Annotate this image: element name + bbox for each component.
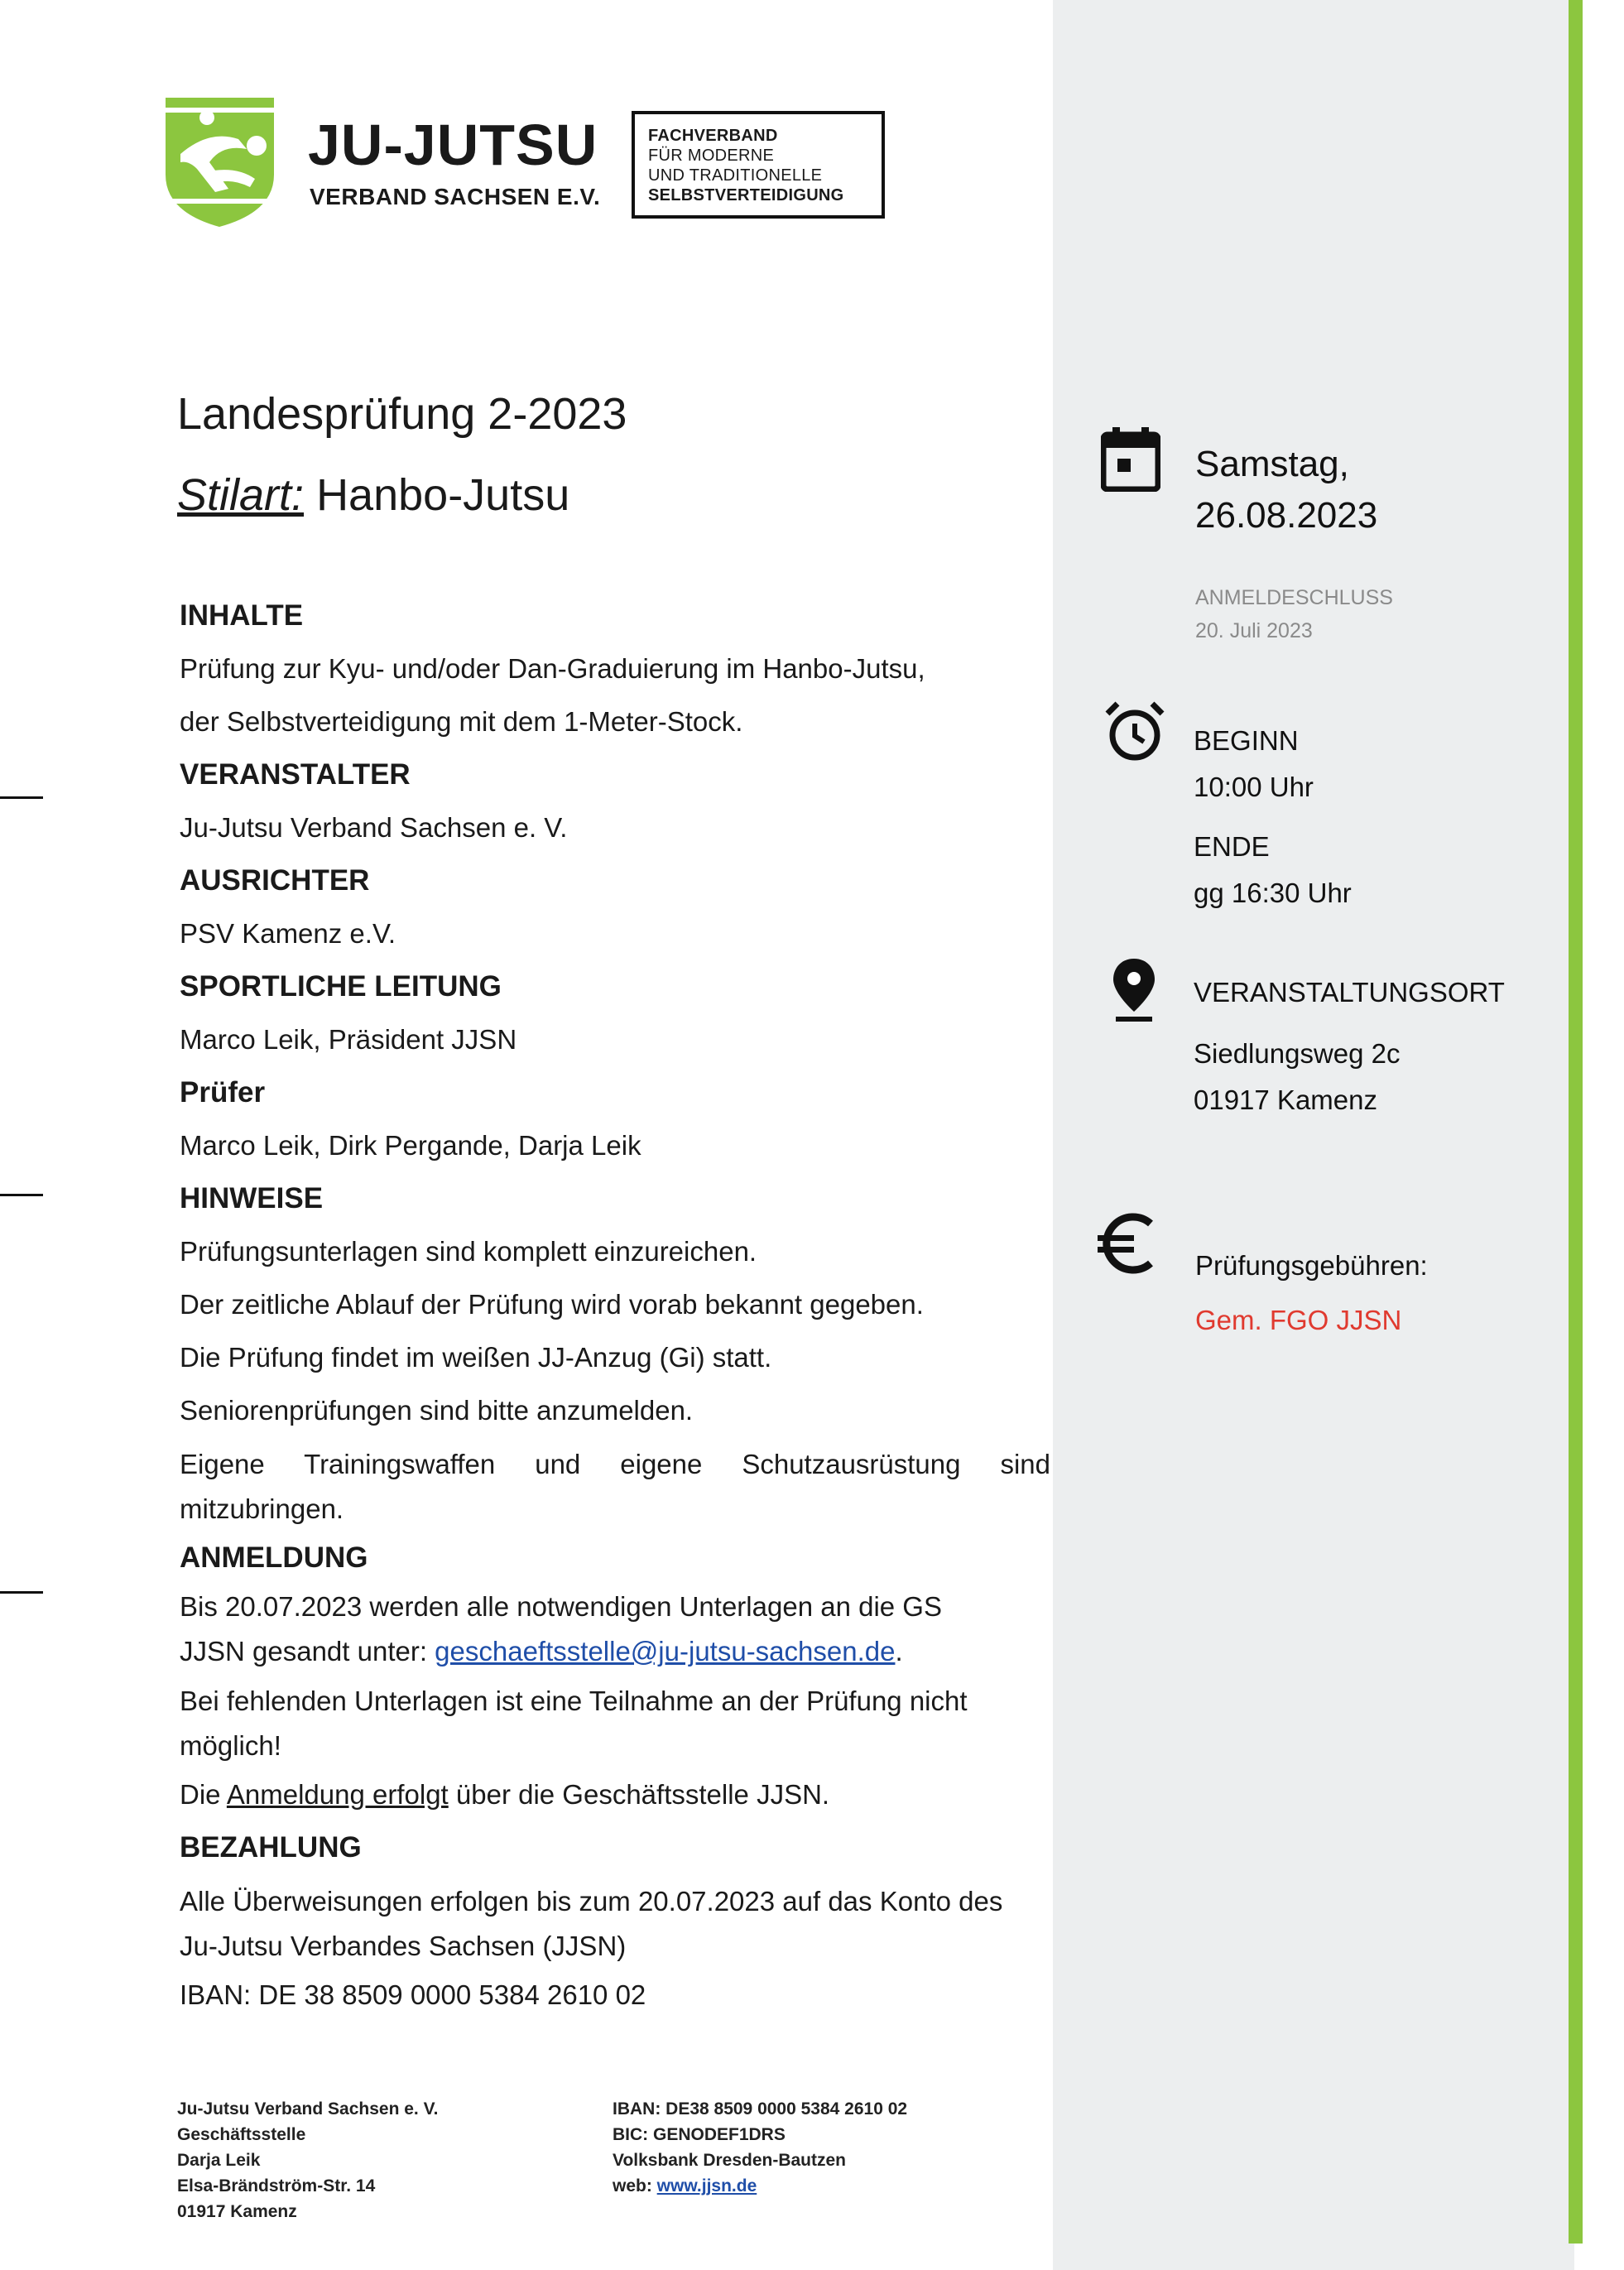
main-content	[180, 589, 1050, 2022]
style-label: Stilart:	[177, 470, 305, 520]
page-subtitle	[177, 469, 569, 522]
section-heading-pruefer: Prüfer	[180, 1076, 266, 1109]
hinweise-line: Prüfungsunterlagen sind komplett einzureichen.	[180, 1236, 757, 1267]
anmeldung-line: Bei fehlenden Unterlagen ist eine Teilnahme an der Prüfung nicht	[180, 1686, 968, 1716]
inhalte-line: der Selbstverteidigung mit dem 1-Meter-Stock.	[180, 706, 743, 737]
fold-mark	[0, 796, 43, 799]
fachverband-line: FACHVERBAND	[648, 127, 778, 145]
alarm-clock-icon	[1104, 700, 1165, 762]
fee-value: Gem. FGO JJSN	[1195, 1305, 1402, 1335]
hinweise-line: Seniorenprüfungen sind bitte anzumelden.	[180, 1395, 694, 1426]
inhalte-line: Prüfung zur Kyu- und/oder Dan-Graduierung im Hanbo-Jutsu,	[180, 653, 925, 684]
fachverband-line: SELBSTVERTEIDIGUNG	[648, 186, 844, 204]
section-heading-hinweise: HINWEISE	[180, 1182, 324, 1214]
section-heading-ausrichter: AUSRICHTER	[180, 864, 370, 897]
ju-jutsu-logo-icon	[164, 96, 276, 228]
hinweise-line: Eigene Trainingswaffen und eigene Schutzausrüstung sind	[180, 1449, 1050, 1479]
footer-line	[613, 2173, 907, 2199]
green-accent-bar	[1569, 0, 1583, 2244]
fold-mark	[0, 1194, 43, 1196]
footer-line: Geschäftsstelle	[177, 2125, 306, 2144]
fachverband-line: UND TRADITIONELLE	[648, 166, 823, 185]
leitung-text: Marco Leik, Präsident JJSN	[180, 1024, 517, 1055]
hinweise-line: Die Prüfung findet im weißen JJ-Anzug (Gi) statt.	[180, 1342, 772, 1373]
section-heading-inhalte: INHALTE	[180, 599, 304, 632]
footer-line: IBAN: DE38 8509 0000 5384 2610 02	[613, 2099, 908, 2119]
bezahlung-line: Alle Überweisungen erfolgen bis zum 20.07.2023 auf das Konto des	[180, 1886, 1003, 1917]
end-time: gg 16:30 Uhr	[1194, 878, 1352, 908]
bezahlung-line: Ju-Jutsu Verbandes Sachsen (JJSN)	[180, 1931, 627, 1961]
email-link[interactable]: geschaeftsstelle@ju-jutsu-sachsen.de	[435, 1636, 896, 1666]
anmeldung-line: möglich!	[180, 1730, 281, 1761]
anmeldung-underlined: Anmeldung erfolgt	[226, 1779, 449, 1810]
section-heading-veranstalter: VERANSTALTER	[180, 758, 411, 791]
anmeldung-line	[180, 1629, 1050, 1674]
anmeldung-text: JJSN gesandt unter:	[180, 1636, 435, 1666]
deadline-label: ANMELDESCHLUSS	[1195, 586, 1393, 609]
footer-line: Volksbank Dresden-Bautzen	[613, 2151, 847, 2170]
pruefer-text: Marco Leik, Dirk Pergande, Darja Leik	[180, 1130, 641, 1161]
footer-line: Ju-Jutsu Verband Sachsen e. V.	[177, 2099, 439, 2119]
style-value: Hanbo-Jutsu	[316, 470, 570, 520]
deadline-date: 20. Juli 2023	[1195, 619, 1313, 642]
section-heading-bezahlung: BEZAHLUNG	[180, 1831, 362, 1864]
brand-name: JU-JUTSU	[308, 113, 598, 177]
begin-time: 10:00 Uhr	[1194, 772, 1314, 802]
ausrichter-text: PSV Kamenz e.V.	[180, 918, 396, 949]
section-heading-leitung: SPORTLICHE LEITUNG	[180, 970, 502, 1003]
footer-line: Darja Leik	[177, 2151, 261, 2170]
veranstalter-text: Ju-Jutsu Verband Sachsen e. V.	[180, 812, 568, 843]
info-sidebar	[1053, 0, 1574, 2270]
hinweise-line: Der zeitliche Ablauf der Prüfung wird vorab bekannt gegeben.	[180, 1289, 924, 1320]
section-heading-anmeldung: ANMELDUNG	[180, 1541, 368, 1574]
web-label: web:	[613, 2176, 657, 2195]
event-date: 26.08.2023	[1195, 495, 1378, 536]
fee-label: Prüfungsgebühren:	[1195, 1250, 1428, 1281]
footer-bank	[613, 2096, 907, 2199]
location-pin-icon	[1109, 957, 1159, 1023]
fold-mark	[0, 1591, 43, 1594]
anmeldung-line: Bis 20.07.2023 werden alle notwendigen Unterlagen an die GS	[180, 1591, 942, 1622]
euro-icon	[1096, 1210, 1162, 1277]
venue-street: Siedlungsweg 2c	[1194, 1038, 1401, 1069]
begin-label: BEGINN	[1194, 725, 1299, 756]
fachverband-line: FÜR MODERNE	[648, 147, 775, 165]
venue-label: VERANSTALTUNGSORT	[1194, 977, 1505, 1008]
iban-line: IBAN: DE 38 8509 0000 5384 2610 02	[180, 1979, 646, 2010]
end-label: ENDE	[1194, 831, 1270, 862]
venue-city: 01917 Kamenz	[1194, 1085, 1377, 1115]
anmeldung-line	[180, 1768, 1050, 1821]
anmeldung-text: .	[895, 1636, 903, 1666]
web-link[interactable]: www.jjsn.de	[656, 2176, 757, 2195]
anmeldung-text: Die	[180, 1779, 227, 1810]
footer-line: BIC: GENODEF1DRS	[613, 2125, 786, 2144]
footer-line: Elsa-Brändström-Str. 14	[177, 2176, 376, 2195]
page-title: Landesprüfung 2-2023	[177, 389, 627, 439]
calendar-icon	[1101, 427, 1160, 492]
hinweise-line: mitzubringen.	[180, 1493, 344, 1524]
event-day: Samstag,	[1195, 444, 1349, 484]
footer-line: 01917 Kamenz	[177, 2202, 297, 2221]
brand-subtitle: VERBAND SACHSEN E.V.	[310, 184, 601, 209]
anmeldung-text: über die Geschäftsstelle JJSN.	[448, 1779, 830, 1810]
fachverband-box	[632, 111, 885, 219]
footer-address	[177, 2096, 439, 2224]
